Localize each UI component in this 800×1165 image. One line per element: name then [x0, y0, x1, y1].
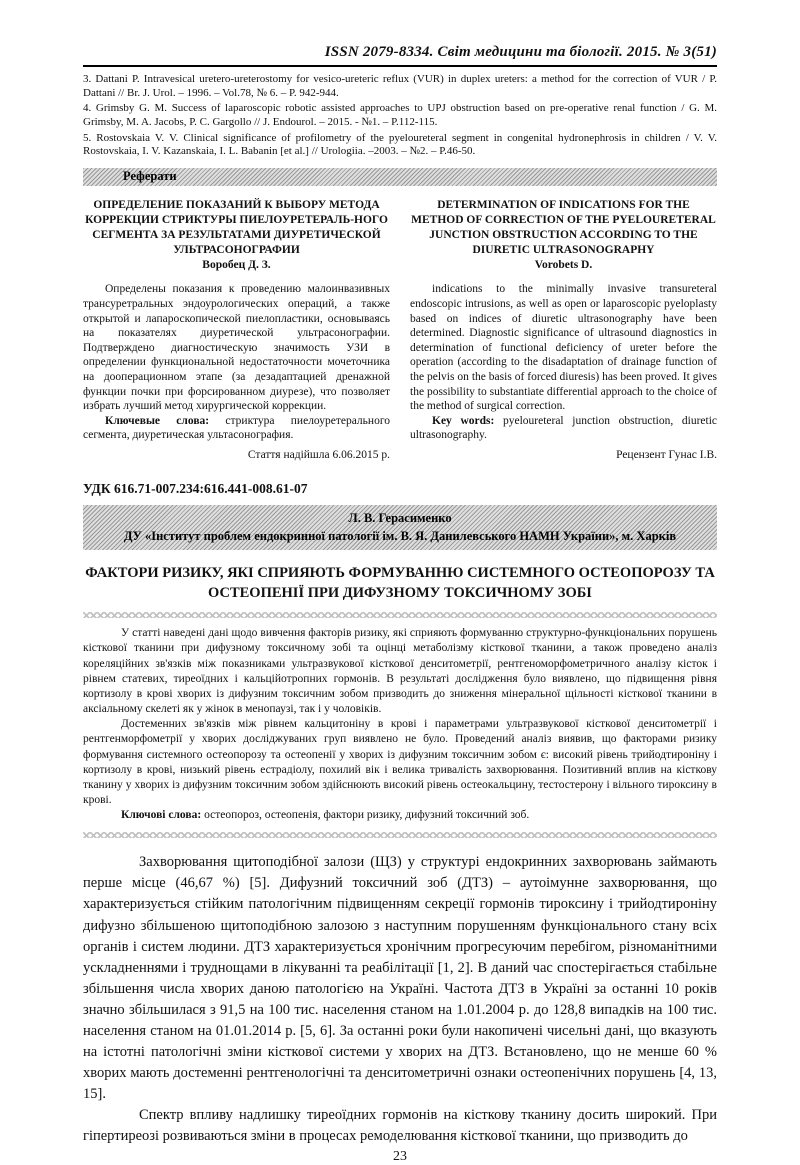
reference-item: 5. Rostovskaia V. V. Clinical significance of profilometry of the pyeloureteral segment in congenital hydronephrosis in children / V. V. Rostovskaia, I. V. Kazanskaia, I. L. Babanin [et al.] // Urologiia. –2003. – №2. – P.46-50.	[83, 131, 717, 158]
zigzag-divider	[83, 612, 717, 618]
abstract-en-body: indications to the minimally invasive transureteral endoscopic intrusions, as well as open or laparoscopic pyeloplasty based on indices of diuretic ultrasonography have been determined. Diagnostic significance of ultrasound diagnostics in determination of functional deficiency of ureter before the operation (according to the disadaptation of drainage function of the pelvis on the basis of forced diuresis) has been proved. It gives the possibility to substantiate differential approach to the choice of the method of surgical correction.	[410, 283, 717, 413]
abstract-column-russian	[83, 198, 390, 461]
udk-code: УДК 616.71-007.234:616.441-008.61-07	[83, 480, 308, 496]
article-author-band	[83, 505, 717, 550]
article-author-name: Л. В. Герасименко	[348, 510, 452, 525]
page-number: 23	[393, 1148, 407, 1164]
abstracts-two-column	[83, 198, 717, 461]
article-reviewer: Рецензент Гунас І.В.	[616, 448, 717, 461]
article-keywords	[83, 808, 717, 823]
abstract-ru-keywords-text: стриктура пиелоуретерального сегмента, диуретическая ультасонография.	[83, 414, 390, 442]
abstract-en-title: DETERMINATION OF INDICATIONS FOR THE METHOD OF CORRECTION OF THE PYELOURETERAL JUNCTION OBSTRUCTION ACCORDING TO THE DIURETIC ULTRASONOGRAPHY	[411, 198, 716, 256]
reference-item: 3. Dattani P. Intravesical uretero-ureterostomy for vesico-ureteric reflux (VUR) in duplex ureters: a method for the correction of VUR / P. Dattani // Br. J. Urol. – 1996. – Vol.78, № 6. – P. 942-944.	[83, 73, 717, 99]
abstract-ru-author: Воробец Д. З.	[202, 258, 271, 271]
referaty-band-label: Реферати	[123, 169, 177, 184]
article-keywords-text: остеопороз, остеопенія, фактори ризику, дифузний токсичний зоб.	[201, 809, 530, 822]
abstract-en-keywords-text: pyeloureteral junction obstruction, diuretic ultrasonography.	[410, 414, 717, 442]
article-body-paragraph: Спектр впливу надлишку тиреоїдних гормонів на кісткову тканину досить широкий. При гіпертиреозі розвиваються зміни в процесах ремоделювання кісткової тканини, що призводить до	[83, 1106, 717, 1144]
article-author-affiliation: ДУ «Інститут проблем ендокринної патології ім. В. Я. Данилевського НАМН України», м. Харків	[123, 529, 677, 544]
abstract-ru-keywords	[83, 414, 390, 443]
reference-item: 4. Grimsby G. M. Success of laparoscopic robotic assisted approaches to UPJ obstruction based on pre-operative renal function / G. M. Grimsby, M. A. Jacobs, P. C. Gargollo // J. Endourol. – 2015. - №1. – P.112-115.	[83, 102, 717, 128]
journal-issn-header: ISSN 2079-8334. Світ медицини та біології. 2015. № 3(51)	[83, 44, 717, 67]
abstract-ru-title: ОПРЕДЕЛЕНИЕ ПОКАЗАНИЙ К ВЫБОРУ МЕТОДА КОРРЕКЦИИ СТРИКТУРЫ ПИЕЛОУРЕТЕРАЛЬ-НОГО СЕГМЕНТА ЗА РЕЗУЛЬТАТАМИ ДИУРЕТИЧЕСКОЙ УЛЬТРАСОНОГРАФИИ	[85, 198, 388, 256]
abstract-en-author: Vorobets D.	[534, 258, 593, 271]
article-abstract-paragraph: Достеменних зв'язків між рівнем кальцитоніну в крові і параметрами ультразвукової кісткової денситометрії і рентгенморфометрії у хворих досліджуваних груп виявлено не було. Проведений аналіз виявив, що факторами ризику формування системного остеопорозу та остеопенії у хворих із дифузним токсичним зобом є: високий рівень трийодтироніну і кортизолу в крові, низький рівень естрадіолу, похилий вік і велика тривалість захворювання. Позитивний вплив на кісткову тканину у хворих із дифузним токсичним зобом здійснюють високий рівень остеокальцину, тестостерону і вільного тироксину в крові.	[83, 718, 717, 807]
article-keywords-label: Ключові слова:	[121, 809, 202, 822]
article-body-paragraph: Захворювання щитоподібної залози (ЩЗ) у структурі ендокринних захворювань займають перше місце (46,67 %) [5]. Дифузний токсичний зоб (ДТЗ) – аутоімунне захворювання, що характеризується стійким патологічним підвищенням секреції гормонів тироксину і трийодтироніну дифузно збільшеною щитоподібною залозою з наступним порушенням функціонального стану всіх органів і систем людини. ДТЗ характеризується хронічним прогресуючим перебігом, різноманітними ускладненнями і труднощами в лікуванні та реабілітації [1, 2]. В даний час спостерігається стабільне збільшення числа хворих даною патологією на Україні. Частота ДТЗ в Україні за останні 10 років значно збільшилася з 91,5 на 100 тис. населення станом на 1.01.2004 р. до 128,8 випадків на 100 тис. населення станом на 01.01.2014 р. [5, 6]. За останні роки були накопичені чисельні дані, що вказують на істотні патологічні зміни кісткової системи у хворих на ДТЗ. Встановлено, що не менше 60 % хворих мають достеменні рентгенологічні та денситометричні ознаки остеопенічних порушень [4, 13, 15].	[83, 854, 717, 1102]
article-title: ФАКТОРИ РИЗИКУ, ЯКІ СПРИЯЮТЬ ФОРМУВАННЮ СИСТЕМНОГО ОСТЕОПОРОЗУ ТА ОСТЕОПЕНІЇ ПРИ ДИФУЗНОМУ ТОКСИЧНОМУ ЗОБІ	[85, 565, 715, 602]
zigzag-divider	[83, 832, 717, 838]
abstract-en-keywords	[410, 414, 717, 443]
article-body-text	[83, 852, 717, 1146]
abstract-ru-body: Определены показания к проведению малоинвазивных трансуретральных эндоурологических операций, а также открытой и лапароскопической пиелопластики, основываясь на показателях диуретической ультрасонографии. Подтверждено диагностическую значимость УЗИ в определении функциональной недостаточности мочеточника на дооперационном этапе (за дезадаптацией дренажной функции почки при форсированном диурезе), что позволяет избрать лучший метод хирургической коррекции.	[83, 283, 390, 413]
references-list	[83, 73, 717, 159]
abstract-column-english	[410, 198, 717, 461]
abstract-en-keywords-label: Key words:	[432, 414, 495, 427]
article-abstract-ukrainian	[83, 626, 717, 823]
abstract-ru-keywords-label: Ключевые слова:	[105, 414, 210, 427]
article-abstract-paragraph: У статті наведені дані щодо вивчення факторів ризику, які сприяють формуванню структурно-функціональних порушень кісткової тканини при дифузному токсичному зобі та оцінці метаболізму кісткової тканини, а також проведено аналіз кореляційних зв'язків між показниками ультразвукової кісткової денситометрії, рентгеноморфометричного аналізу кісток і рівнем статевих, тиреоїдних і кальційотропних гормонів. В результаті дослідження було виявлено, що підвищення рівня кортизолу в крові хворих із дифузним токсичним зобом призводить до зниження мінеральної щільності кісткової тканини в аксіальному скелеті як у жінок в менопаузі, так і у чоловіків.	[83, 627, 717, 716]
referaty-section-band	[83, 168, 717, 186]
article-received-date: Стаття надійшла 6.06.2015 р.	[247, 448, 390, 461]
